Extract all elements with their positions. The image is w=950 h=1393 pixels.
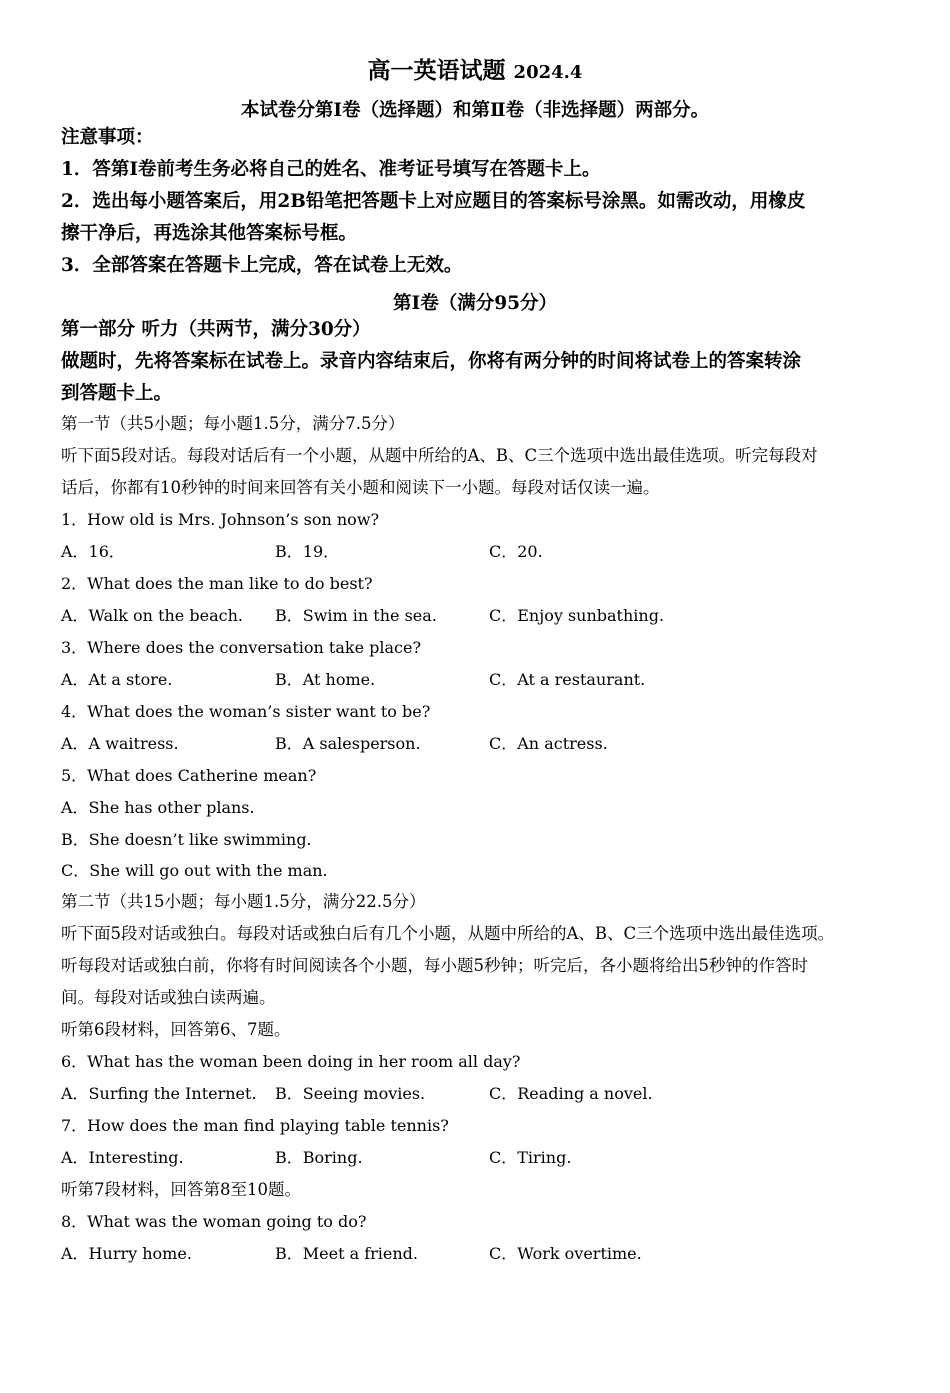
part-1-instruction-line-2: 到答题卡上。	[61, 383, 173, 404]
question-6-option-b: B．Seeing movies.	[275, 1084, 426, 1103]
material-7-heading: 听第7段材料，回答第8至10题。	[61, 1180, 301, 1199]
question-8: 8．What was the woman going to do?	[61, 1212, 367, 1231]
section-2-instruction-line-1: 听下面5段对话或独白。每段对话或独白后有几个小题，从题中所给的A、B、C三个选项中选出最佳选项。	[61, 924, 835, 943]
section-2-heading: 第二节（共15小题；每小题1.5分，满分22.5分）	[61, 892, 426, 911]
question-5-option-a: A．She has other plans.	[61, 798, 255, 817]
question-4-option-a: A．A waitress.	[61, 734, 179, 753]
section-1-heading: 第一节（共5小题；每小题1.5分，满分7.5分）	[61, 414, 405, 433]
section-1-instruction-line-1: 听下面5段对话。每段对话后有一个小题，从题中所给的A、B、C三个选项中选出最佳选项。听完每段对	[61, 446, 818, 465]
question-1-option-b: B．19．	[275, 542, 340, 561]
notes-item-1: 1．答第Ⅰ卷前考生务必将自己的姓名、准考证号填写在答题卡上。	[61, 159, 601, 180]
question-8-option-c: C．Work overtime.	[489, 1244, 642, 1263]
question-3-option-a: A．At a store.	[61, 670, 173, 689]
question-6: 6．What has the woman been doing in her room all day?	[61, 1052, 521, 1071]
question-5-option-b: B．She doesn’t like swimming.	[61, 830, 312, 849]
volume-1-heading: 第Ⅰ卷（满分95分）	[393, 293, 557, 314]
question-4-option-b: B．A salesperson.	[275, 734, 421, 753]
question-3-option-b: B．At home.	[275, 670, 376, 689]
question-1: 1．How old is Mrs. Johnson’s son now?	[61, 510, 380, 529]
notes-item-3: 3．全部答案在答题卡上完成，答在试卷上无效。	[61, 255, 463, 276]
part-1-instruction-line-1: 做题时，先将答案标在试卷上。录音内容结束后，你将有两分钟的时间将试卷上的答案转涂	[61, 351, 802, 372]
notes-heading: 注意事项：	[61, 127, 154, 148]
question-1-option-a: A．16．	[61, 542, 125, 561]
question-5-option-c: C．She will go out with the man.	[61, 861, 328, 880]
question-7-option-c: C．Tiring.	[489, 1148, 572, 1167]
question-4: 4．What does the woman’s sister want to be?	[61, 702, 431, 721]
material-6-heading: 听第6段材料，回答第6、7题。	[61, 1020, 291, 1039]
question-2-option-a: A．Walk on the beach.	[61, 606, 243, 625]
page-title	[0, 52, 950, 85]
question-2-option-c: C．Enjoy sunbathing.	[489, 606, 665, 625]
notes-item-2-line-1: 2．选出每小题答案后，用2B铅笔把答题卡上对应题目的答案标号涂黑。如需改动，用橡皮	[61, 191, 806, 212]
question-6-option-c: C．Reading a novel.	[489, 1084, 653, 1103]
notes-item-2-line-2: 擦干净后，再选涂其他答案标号框。	[61, 223, 358, 244]
question-7-option-b: B．Boring.	[275, 1148, 363, 1167]
question-3-option-c: C．At a restaurant.	[489, 670, 646, 689]
question-3: 3．Where does the conversation take place?	[61, 638, 422, 657]
section-1-instruction-line-2: 话后，你都有10秒钟的时间来回答有关小题和阅读下一小题。每段对话仅读一遍。	[61, 478, 660, 497]
section-2-instruction-line-2: 听每段对话或独白前，你将有时间阅读各个小题，每小题5秒钟；听完后，各小题将给出5秒钟的作答时	[61, 956, 808, 975]
question-5: 5．What does Catherine mean?	[61, 766, 317, 785]
part-1-heading: 第一部分 听力（共两节，满分30分）	[61, 319, 371, 340]
question-1-option-c: C．20.	[489, 542, 543, 561]
section-2-instruction-line-3: 间。每段对话或独白读两遍。	[61, 988, 276, 1007]
question-8-option-b: B．Meet a friend.	[275, 1244, 419, 1263]
title-text: 高一英语试题	[367, 57, 506, 84]
question-2: 2．What does the man like to do best?	[61, 574, 373, 593]
question-8-option-a: A．Hurry home.	[61, 1244, 192, 1263]
page-subtitle: 本试卷分第Ⅰ卷（选择题）和第Ⅱ卷（非选择题）两部分。	[240, 100, 710, 121]
title-date: 2024.4	[513, 62, 583, 83]
question-4-option-c: C．An actress.	[489, 734, 608, 753]
question-7-option-a: A．Interesting.	[61, 1148, 184, 1167]
question-7: 7．How does the man find playing table tennis?	[61, 1116, 449, 1135]
question-6-option-a: A．Surfing the Internet.	[61, 1084, 257, 1103]
question-2-option-b: B．Swim in the sea.	[275, 606, 437, 625]
